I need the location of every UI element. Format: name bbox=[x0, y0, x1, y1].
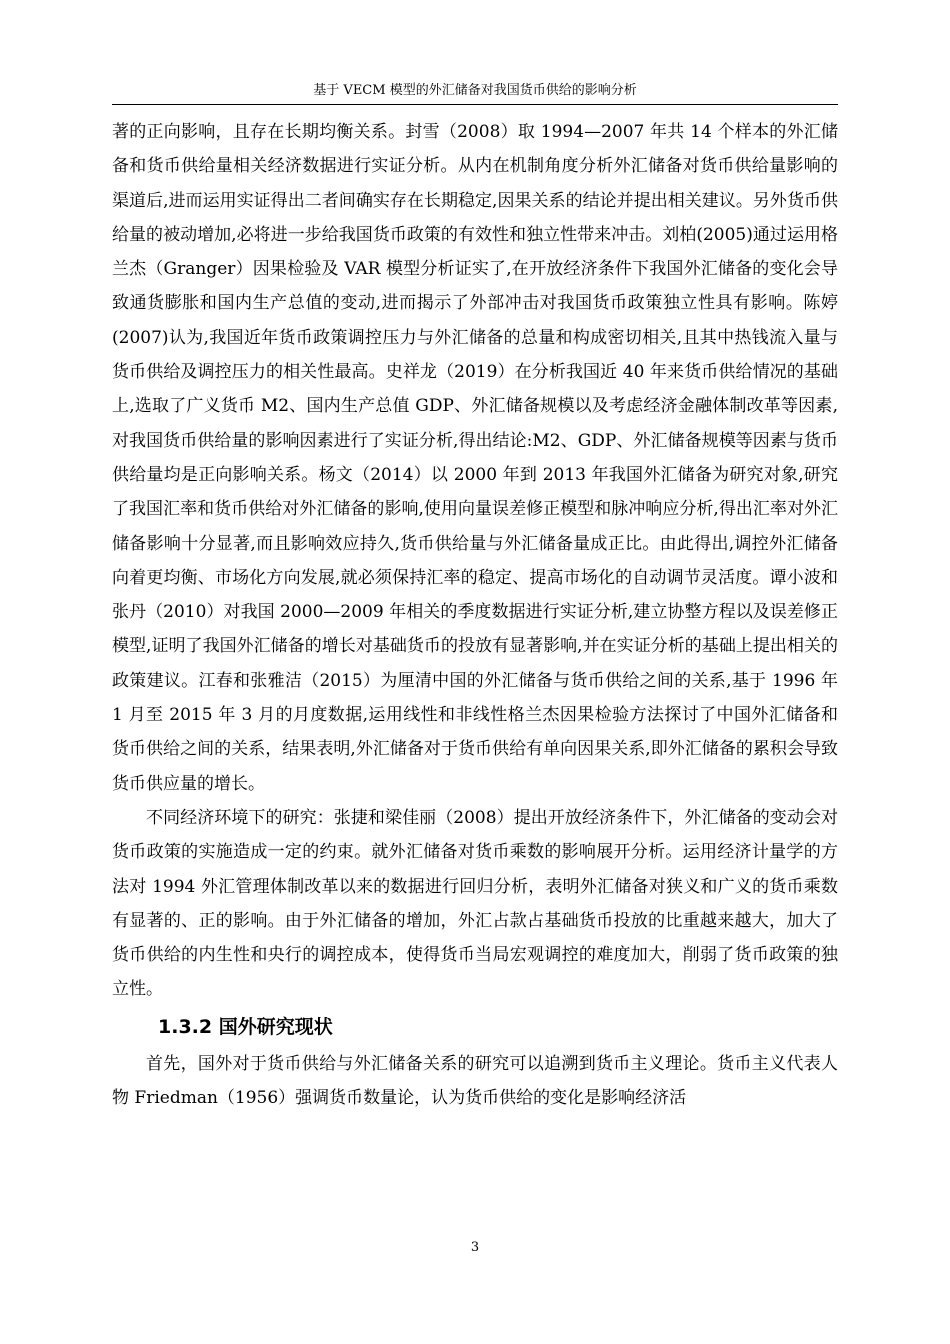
paragraph-economic-environments: 不同经济环境下的研究：张捷和梁佳丽（2008）提出开放经济条件下，外汇储备的变动会对货币政策的实施造成一定的约束。就外汇储备对货币乘数的影响展开分析。运用经济计量学的方法对 1994 外汇管理体制改革以来的数据进行回归分析，表明外汇储备对狭义和广义的货币乘数有显著的、正的影响。由于外汇储备的增加，外汇占款占基础货币投放的比重越来越大，加大了货币供给的内生性和央行的调控成本，使得货币当局宏观调控的难度加大，削弱了货币政策的独立性。 bbox=[112, 807, 838, 1000]
paragraph-foreign-research: 首先，国外对于货币供给与外汇储备关系的研究可以追溯到货币主义理论。货币主义代表人物 Friedman（1956）强调货币数量论，认为货币供给的变化是影响经济活 bbox=[112, 1053, 838, 1109]
page-body bbox=[112, 115, 838, 1115]
page-number: 3 bbox=[470, 1240, 480, 1255]
header-divider bbox=[112, 104, 838, 105]
running-header: 基于 VECM 模型的外汇储备对我国货币供给的影响分析 bbox=[313, 83, 637, 98]
paragraph-domestic-research-continued: 著的正向影响，且存在长期均衡关系。封雪（2008）取 1994—2007 年共 14 个样本的外汇储备和货币供给量相关经济数据进行实证分析。从内在机制角度分析外汇储备对货币供给量影响的渠道后,进而运用实证得出二者间确实存在长期稳定,因果关系的结论并提出相关建议。另外货币供给量的被动增加,必将进一步给我国货币政策的有效性和独立性带来冲击。刘柏(2005)通过运用格兰杰（Granger）因果检验及 VAR 模型分析证实了,在开放经济条件下我国外汇储备的变化会导致通货膨胀和国内生产总值的变动,进而揭示了外部冲击对我国货币政策独立性具有影响。陈婷(2007)认为,我国近年货币政策调控压力与外汇储备的总量和构成密切相关,且其中热钱流入量与货币供给及调控压力的相关性最高。史祥龙（2019）在分析我国近 40 年来货币供给情况的基础上,选取了广义货币 M2、国内生产总值 GDP、外汇储备规模以及考虑经济金融体制改革等因素,对我国货币供给量的影响因素进行了实证分析,得出结论:M2、GDP、外汇储备规模等因素与货币供给量均是正向影响关系。杨文（2014）以 2000 年到 2013 年我国外汇储备为研究对象,研究了我国汇率和货币供给对外汇储备的影响,使用向量误差修正模型和脉冲响应分析,得出汇率对外汇储备影响十分显著,而且影响效应持久,货币供给量与外汇储备量成正比。由此得出,调控外汇储备向着更均衡、市场化方向发展,就必须保持汇率的稳定、提高市场化的自动调节灵活度。谭小波和张丹（2010）对我国 2000—2009 年相关的季度数据进行实证分析,建立协整方程以及误差修正模型,证明了我国外汇储备的增长对基础货币的投放有显著影响,并在实证分析的基础上提出相关的政策建议。江春和张雅洁（2015）为厘清中国的外汇储备与货币供给之间的关系,基于 1996 年 1 月至 2015 年 3 月的月度数据,运用线性和非线性格兰杰因果检验方法探讨了中国外汇储备和货币供给之间的关系，结果表明,外汇储备对于货币供给有单向因果关系,即外汇储备的累积会导致货币供应量的增长。 bbox=[112, 122, 838, 794]
section-heading-foreign-research: 1.3.2 国外研究现状 bbox=[158, 1015, 333, 1038]
